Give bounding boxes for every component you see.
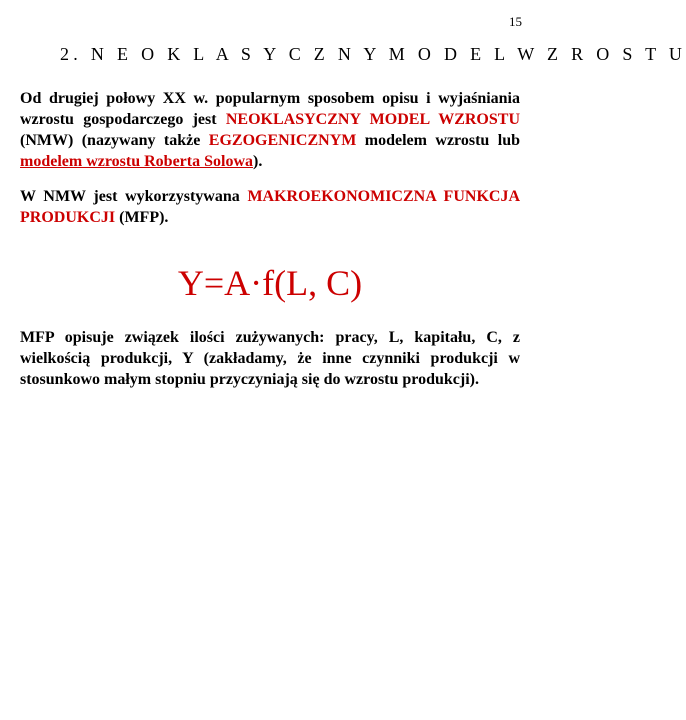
paragraph-mfp-description: MFP opisuje związek ilości zużywanych: pracy, L, kapitału, C, z wielkością produkcji, Y (zakładamy, że inne czynniki produkcji w stosunkowo małym stopniu przyczyniają się do wzrostu produkcji). [20, 329, 520, 388]
paragraph-text: (MFP). [115, 209, 169, 226]
paragraph-text: modelem wzrostu lub [356, 132, 520, 149]
section-heading: 2. N E O K L A S Y C Z N Y M O D E L W Z R O S T U [60, 44, 686, 64]
highlight-term-underlined: modelem wzrostu Roberta Solowa [20, 153, 254, 170]
paragraph-text: (NMW) (nazywany także [20, 132, 209, 149]
highlight-term: MAKROEKONOMICZNA FUNKCJA PRODUKCJI [20, 188, 520, 226]
production-function-formula: Y=A·f(L, C) [177, 263, 363, 303]
paragraph-text: W NMW jest wykorzystywana [20, 188, 248, 205]
paragraph-text: ). [253, 153, 263, 170]
paragraph-mfp [20, 186, 520, 228]
highlight-term: EGZOGENICZNYM [208, 132, 357, 149]
page-number: 15 [509, 14, 522, 29]
paragraph-text: Od drugiej połowy XX w. popularnym sposobem opisu i wyjaśniania wzrostu gospodarczego jest [20, 90, 520, 128]
paragraph-nmw-intro [20, 88, 520, 172]
highlight-term: NEOKLASYCZNY MODEL WZROSTU [225, 111, 521, 128]
